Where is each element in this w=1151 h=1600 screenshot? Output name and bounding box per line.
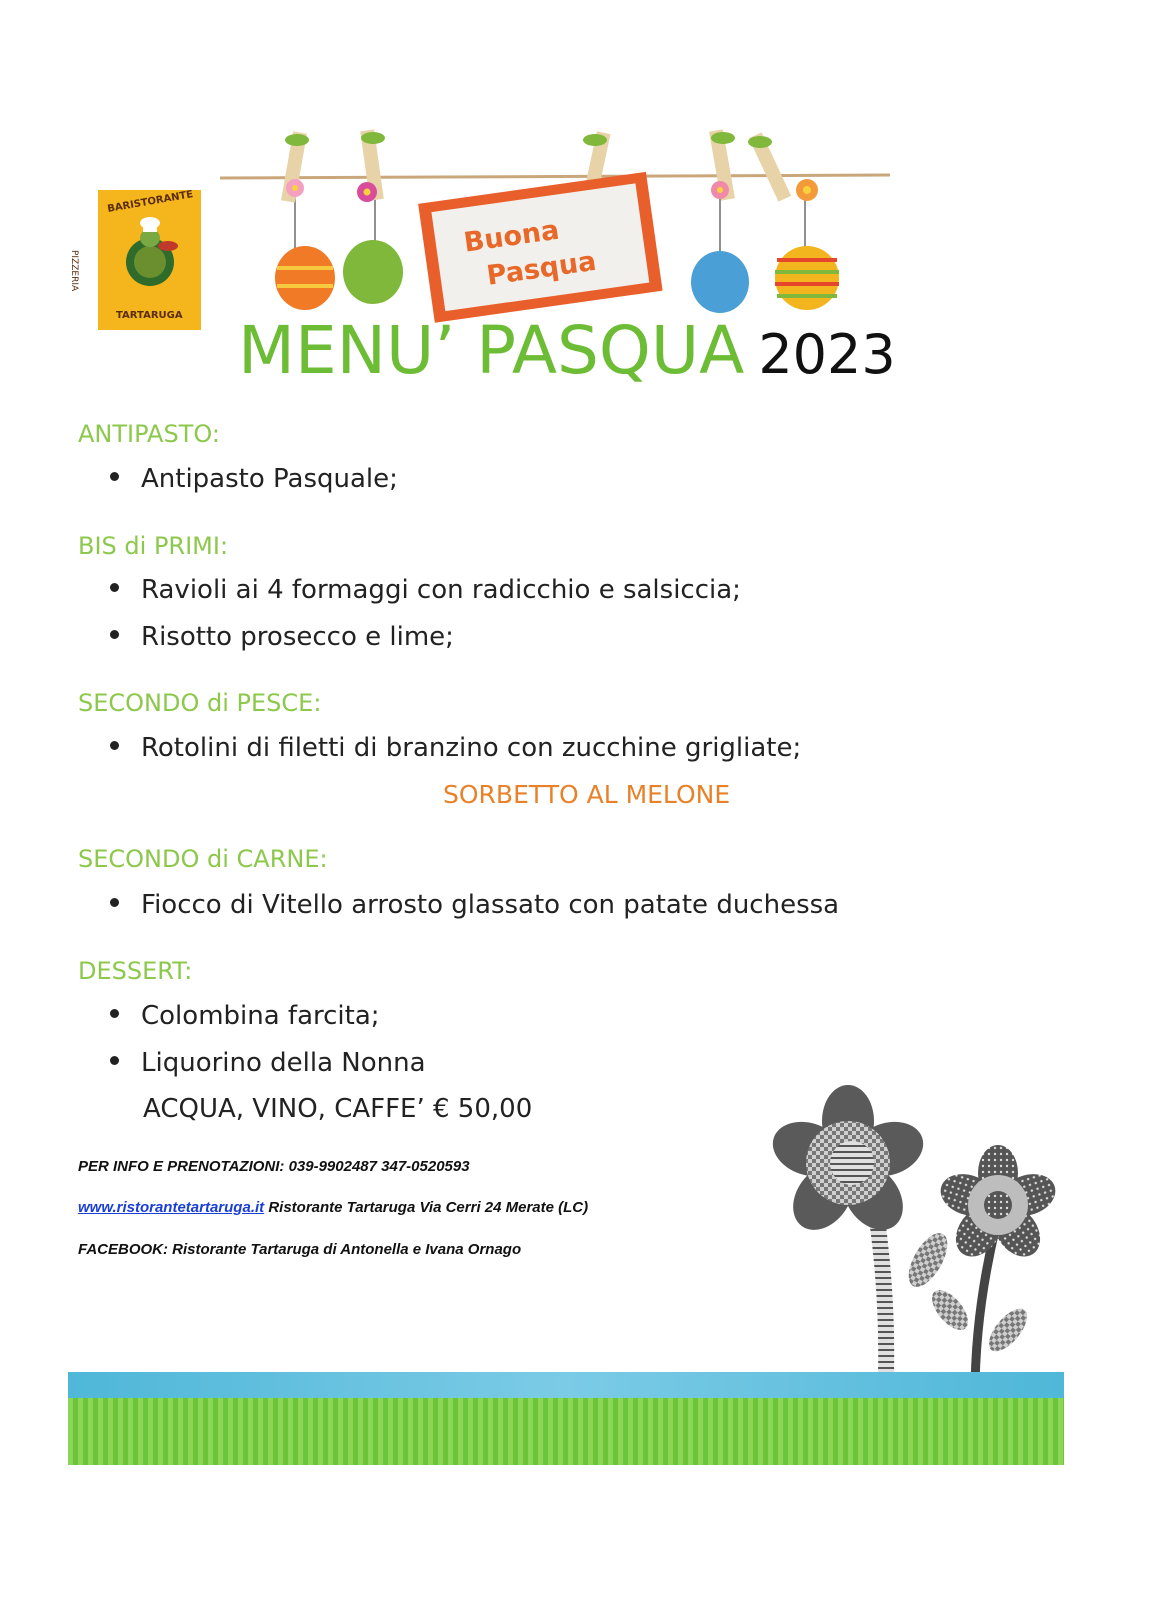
website-link[interactable]: www.ristorantetartaruga.it — [78, 1199, 265, 1216]
bullet — [110, 1056, 119, 1065]
menu-item: Colombina farcita; — [110, 1001, 380, 1031]
info-facebook: FACEBOOK: Ristorante Tartaruga di Antonella e Ivana Ornago — [78, 1241, 522, 1258]
grass-water-strip — [68, 1372, 1064, 1465]
easter-banner — [215, 120, 905, 320]
menu-item: Antipasto Pasquale; — [110, 464, 398, 494]
menu-item: Liquorino della Nonna — [110, 1048, 426, 1078]
logo-top-text: BARISTORANTE — [106, 189, 194, 215]
logo-bottom-text: TARTARUGA — [116, 310, 183, 321]
menu-title — [238, 312, 896, 389]
bullet — [110, 630, 119, 639]
section-heading-dessert: DESSERT: — [78, 957, 193, 985]
section-heading-antipasto: ANTIPASTO: — [78, 420, 220, 448]
banner-line1: Buona — [461, 214, 562, 259]
bullet — [110, 1009, 119, 1018]
bullet — [110, 741, 119, 750]
menu-item: Ravioli ai 4 formaggi con radicchio e salsiccia; — [110, 575, 741, 605]
section-heading-carne: SECONDO di CARNE: — [78, 845, 328, 873]
info-prenotazioni: PER INFO E PRENOTAZIONI: 039-9902487 347-0520593 — [78, 1158, 470, 1175]
price-line: ACQUA, VINO, CAFFE’ € 50,00 — [143, 1094, 533, 1124]
flowers-decoration — [770, 1085, 1070, 1415]
banner-line2: Pasqua — [484, 245, 599, 292]
menu-item: Fiocco di Vitello arrosto glassato con patate duchessa — [110, 890, 839, 920]
bullet — [110, 472, 119, 481]
sorbetto-interlude: SORBETTO AL MELONE — [443, 780, 731, 809]
logo-side-text: PIZZERIA — [69, 250, 79, 292]
bullet — [110, 583, 119, 592]
bullet — [110, 898, 119, 907]
info-website-line — [78, 1199, 588, 1216]
restaurant-logo — [69, 189, 201, 330]
menu-title-year: 2023 — [758, 323, 896, 386]
menu-title-main: MENU’ PASQUA — [238, 312, 745, 389]
menu-item: Rotolini di filetti di branzino con zucchine grigliate; — [110, 733, 801, 763]
section-heading-primi: BIS di PRIMI: — [78, 532, 229, 560]
info-address: Ristorante Tartaruga Via Cerri 24 Merate (LC) — [264, 1199, 589, 1216]
menu-item: Risotto prosecco e lime; — [110, 622, 454, 652]
section-heading-pesce: SECONDO di PESCE: — [78, 689, 322, 717]
